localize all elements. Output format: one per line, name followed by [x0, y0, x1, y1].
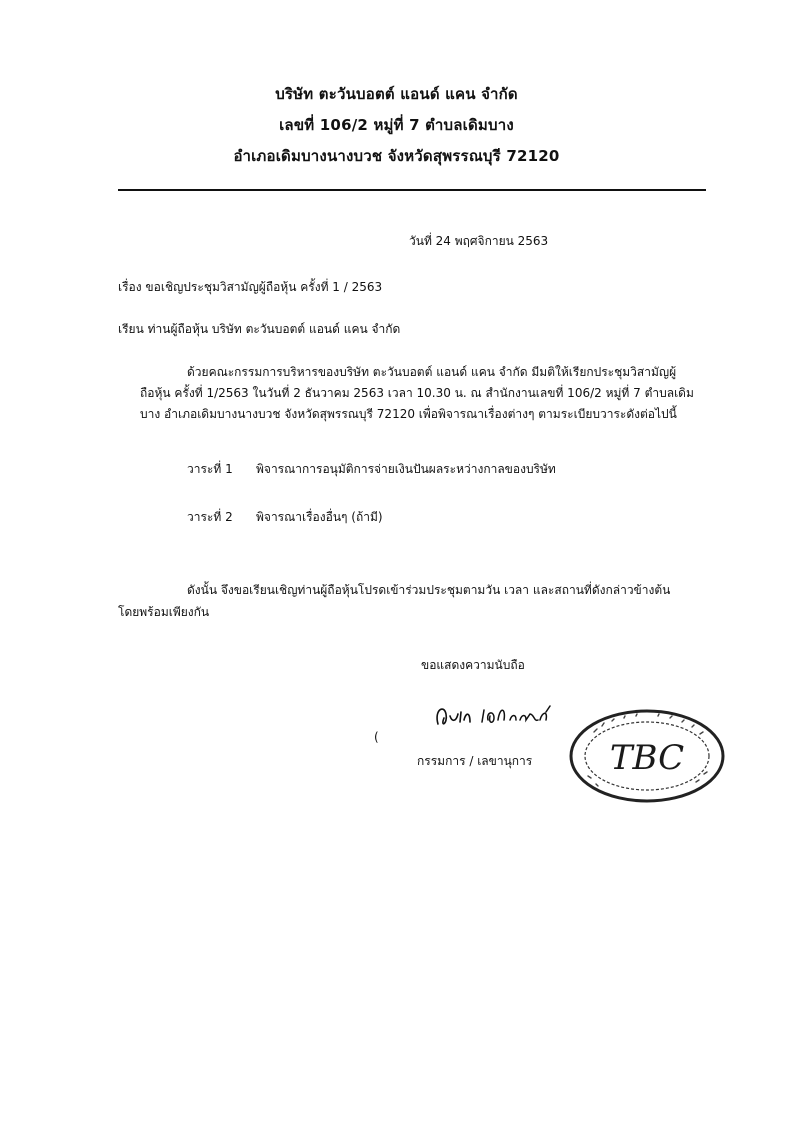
agenda-item-2-label: วาระที่ 2 — [187, 510, 233, 524]
agenda-item-2-text: พิจารณาเรื่องอื่นๆ (ถ้ามี) — [256, 510, 383, 524]
handwritten-signature — [430, 700, 560, 734]
letter-date: วันที่ 24 พฤศจิกายน 2563 — [409, 234, 549, 248]
letter-subject: เรื่อง ขอเชิญประชุมวิสามัญผู้ถือหุ้น ครั้งที่ 1 / 2563 — [118, 280, 383, 294]
company-address-line2: อำเภอเดิมบางนางบวช จังหวัดสุพรรณบุรี 72120 — [233, 147, 560, 165]
signature-open-bracket: ( — [374, 730, 379, 744]
signer-title: กรรมการ / เลขานุการ — [417, 754, 533, 768]
body-line-3: บาง อำเภอเดิมบางนางบวช จังหวัดสุพรรณบุรี 72120 เพื่อพิจารณาเรื่องต่างๆ ตามระเบียบวาระดังต่อไปนี้ — [140, 407, 677, 421]
regards-text: ขอแสดงความนับถือ — [421, 658, 525, 672]
company-address-line1: เลขที่ 106/2 หมู่ที่ 7 ตำบลเดิมบาง — [279, 116, 514, 134]
stamp-logo-text: TBC — [609, 738, 685, 778]
company-name: บริษัท ตะวันบอตต์ แอนด์ แคน จำกัด — [275, 85, 518, 103]
company-seal-stamp — [566, 706, 728, 806]
letter-recipient: เรียน ท่านผู้ถือหุ้น บริษัท ตะวันบอตต์ แอนด์ แคน จำกัด — [118, 322, 401, 336]
agenda-item-1-label: วาระที่ 1 — [187, 462, 233, 476]
header-divider — [118, 189, 706, 191]
body-line-1: ด้วยคณะกรรมการบริหารของบริษัท ตะวันบอตต์ แอนด์ แคน จำกัด มีมติให้เรียกประชุมวิสามัญผู้ — [187, 365, 677, 379]
closing-line-1: ดังนั้น จึงขอเรียนเชิญท่านผู้ถือหุ้นโปรดเข้าร่วมประชุมตามวัน เวลา และสถานที่ดังกล่าวข้างต้น — [187, 583, 671, 597]
agenda-item-1-text: พิจารณาการอนุมัติการจ่ายเงินปันผลระหว่างกาลของบริษัท — [256, 462, 556, 476]
closing-line-2: โดยพร้อมเพียงกัน — [118, 605, 210, 619]
body-line-2: ถือหุ้น ครั้งที่ 1/2563 ในวันที่ 2 ธันวาคม 2563 เวลา 10.30 น. ณ สำนักงานเลขที่ 106/2 หมู่ที่ 7 ตำบลเดิม — [140, 386, 694, 400]
